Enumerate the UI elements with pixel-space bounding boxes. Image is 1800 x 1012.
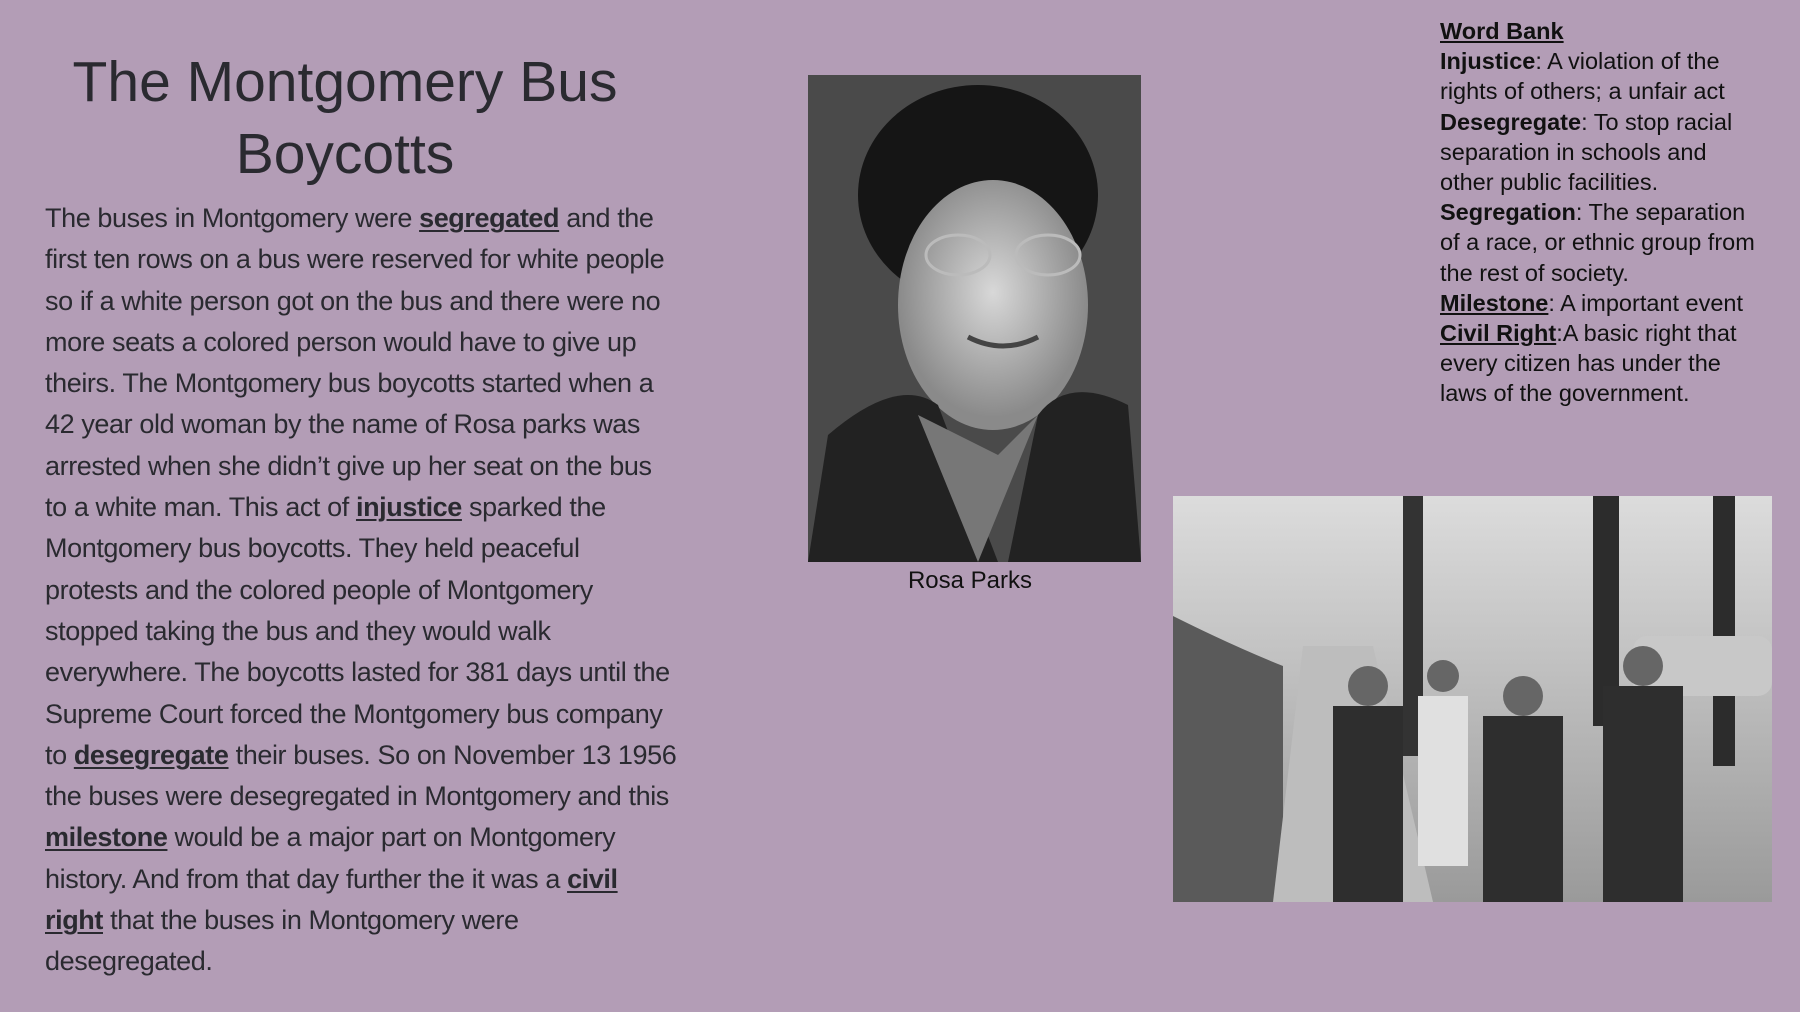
vocab-term: civil (567, 863, 618, 894)
word-bank-line (1440, 137, 1755, 167)
text-segment: : A violation of the (1535, 48, 1720, 75)
body-line (45, 652, 676, 693)
body-line (45, 694, 676, 735)
text-segment: Montgomery bus boycotts. They held peaceful (45, 533, 580, 564)
body-line (45, 322, 676, 363)
body-line (45, 817, 676, 858)
text-segment: : A important event (1548, 289, 1744, 316)
text-segment: other public facilities. (1440, 169, 1659, 196)
text-segment: 42 year old woman by the name of Rosa parks was (45, 409, 641, 440)
text-segment: would be a major part on Montgomery (167, 822, 616, 853)
body-line (45, 487, 676, 528)
text-segment: arrested when she didn’t give up her seat on the bus (45, 450, 652, 481)
body-line (45, 859, 676, 900)
title-line: The Montgomery Bus (72, 50, 618, 114)
text-segment: The buses in Montgomery were (45, 203, 420, 233)
text-segment: so if a white person got on the bus and there were no (45, 285, 661, 316)
vocab-term: Civil Right (1440, 320, 1557, 347)
body-line (45, 570, 676, 611)
word-bank-line (1440, 167, 1755, 197)
page-title (30, 46, 660, 190)
text-segment: the buses were desegregated in Montgomery and this (45, 781, 669, 812)
body-line (45, 776, 676, 817)
body-line (45, 446, 676, 487)
body-line (45, 900, 676, 941)
vocab-term: desegregate (73, 739, 229, 770)
text-segment: to (45, 739, 74, 770)
text-segment: stopped taking the bus and they would walk (45, 615, 551, 646)
body-line (45, 239, 676, 280)
word-bank-heading: Word Bank (1440, 18, 1564, 44)
body-line (45, 611, 676, 652)
body-line (45, 941, 676, 982)
text-segment: theirs. The Montgomery bus boycotts started when a (45, 368, 654, 399)
text-segment: :A basic right that (1556, 320, 1737, 347)
text-segment: desegregated. (45, 946, 213, 977)
body-line (45, 281, 676, 322)
photo-caption: Rosa Parks (907, 567, 1033, 594)
body-line (45, 528, 676, 569)
word-bank (1440, 16, 1755, 409)
word-bank-line (1440, 227, 1755, 257)
vocab-term: milestone (45, 822, 168, 853)
text-segment: more seats a colored person would have to give up (45, 326, 637, 357)
text-segment: that the buses in Montgomery were (103, 905, 519, 936)
text-segment: of a race, or ethnic group from (1440, 229, 1755, 256)
text-segment: laws of the government. (1440, 380, 1690, 407)
text-segment: history. And from that day further the it was a (45, 863, 568, 894)
text-segment: : The separation (1575, 199, 1746, 226)
word-bank-line (1440, 378, 1755, 408)
text-segment: protests and the colored people of Montgomery (45, 574, 593, 605)
word-bank-line (1440, 288, 1755, 318)
text-segment: first ten rows on a bus were reserved for white people (45, 244, 665, 275)
word-bank-line (1440, 197, 1755, 227)
vocab-term: segregated (419, 203, 560, 233)
body-line (45, 198, 676, 239)
vocab-term: right (45, 905, 103, 936)
word-bank-line (1440, 107, 1755, 137)
body-line (45, 404, 676, 445)
word-bank-line (1440, 348, 1755, 378)
text-segment: separation in schools and (1440, 138, 1707, 165)
word-bank-line (1440, 76, 1755, 106)
boycott-walkers-photo (1173, 496, 1772, 902)
vocab-term: Milestone (1440, 289, 1549, 316)
vocab-term: injustice (355, 492, 462, 523)
text-segment: their buses. So on November 13 1956 (228, 739, 677, 770)
title-line: Boycotts (235, 122, 455, 186)
text-segment: : To stop racial (1581, 108, 1733, 135)
text-segment: every citizen has under the (1440, 350, 1721, 377)
text-segment: to a white man. This act of (45, 492, 356, 523)
text-segment: everywhere. The boycotts lasted for 381 days until the (45, 657, 670, 688)
body-line (45, 363, 676, 404)
text-segment: rights of others; a unfair act (1440, 78, 1725, 105)
word-bank-line (1440, 318, 1755, 348)
vocab-term: Desegregate (1440, 108, 1582, 135)
text-segment: Supreme Court forced the Montgomery bus company (45, 698, 663, 729)
word-bank-line (1440, 258, 1755, 288)
text-segment: and the (559, 203, 654, 233)
word-bank-line (1440, 46, 1755, 76)
body-line (45, 735, 676, 776)
text-segment: sparked the (461, 492, 606, 523)
body-paragraph (45, 198, 676, 983)
vocab-term: Segregation (1440, 199, 1576, 226)
rosa-parks-photo (808, 75, 1141, 562)
text-segment: the rest of society. (1440, 259, 1629, 286)
vocab-term: Injustice (1440, 48, 1536, 75)
